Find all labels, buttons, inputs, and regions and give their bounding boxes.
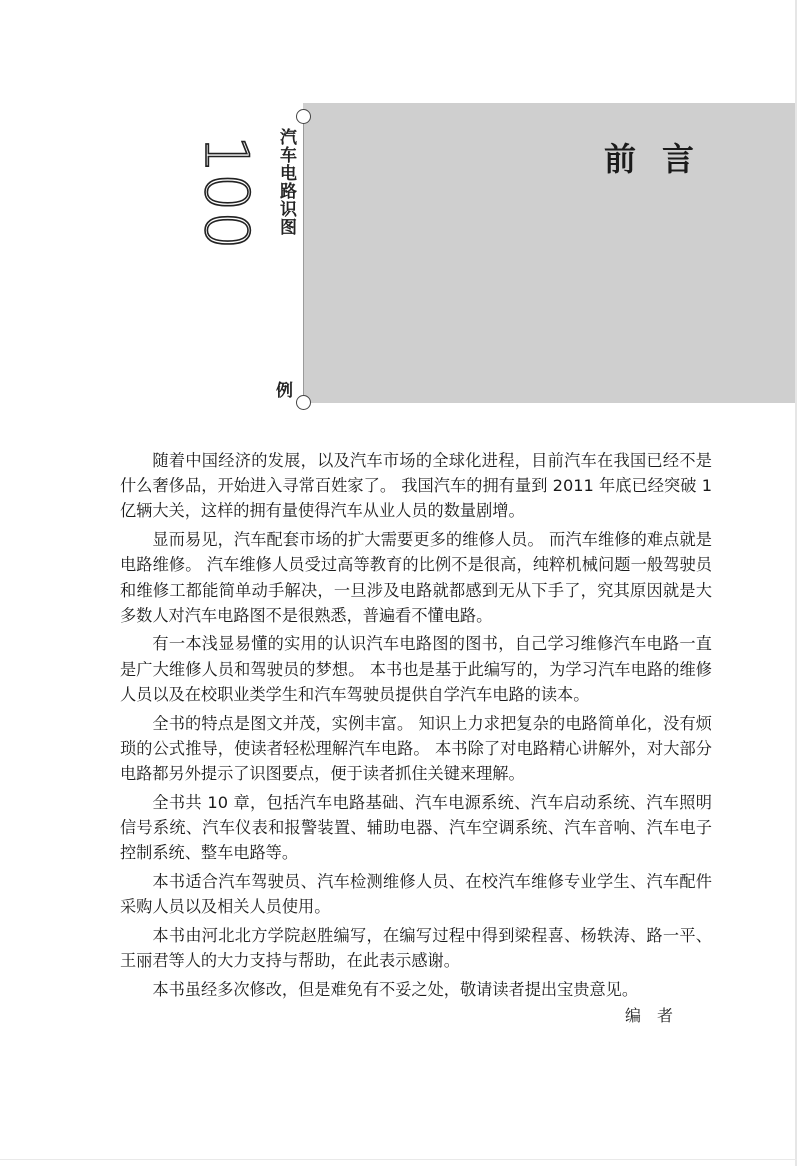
series-suffix: 例 <box>276 381 293 401</box>
paragraph-4: 全书的特点是图文并茂，实例丰富。 知识上力求把复杂的电路简单化，没有烦琐的公式推导，使读者轻松理解汽车电路。 本书除了对电路精心讲解外，对大部分电路都另外提示了识图要点，便于读者抓住关键来理解。 <box>120 713 712 783</box>
page-title: 前言 <box>604 140 721 178</box>
bottom-circle-ornament <box>296 395 311 410</box>
paragraph-3: 有一本浅显易懂的实用的认识汽车电路图的图书，自己学习维修汽车电路一直是广大维修人员和驾驶员的梦想。 本书也是基于此编写的，为学习汽车电路的维修人员以及在校职业类学生和汽车驾驶员提供自学汽车电路的读本。 <box>120 634 712 704</box>
page-edge-bottom <box>0 1159 797 1160</box>
series-number-text: 100 <box>191 135 261 250</box>
paragraph-7: 本书由河北北方学院赵胜编写，在编写过程中得到梁程喜、杨轶涛、路一平、王丽君等人的大力支持与帮助，在此表示感谢。 <box>120 925 712 970</box>
paragraph-5: 全书共 10 章，包括汽车电路基础、汽车电源系统、汽车启动系统、汽车照明信号系统、汽车仪表和报警装置、辅助电器、汽车空调系统、汽车音响、汽车电子控制系统、整车电路等。 <box>120 792 712 863</box>
paragraph-2: 显而易见，汽车配套市场的扩大需要更多的维修人员。 而汽车维修的难点就是电路维修。 汽车维修人员受过高等教育的比例不是很高，纯粹机械问题一般驾驶员和维修工都能简单动手解决，一旦涉及电路就都感到无从下手了，究其原因就是大多数人对汽车电路图不是很熟悉，普遍看不懂电路。 <box>120 530 712 625</box>
paragraph-8: 本书虽经多次修改，但是难免有不妥之处，敬请读者提出宝贵意见。 <box>152 979 639 999</box>
paragraph-6: 本书适合汽车驾驶员、汽车检测维修人员、在校汽车维修专业学生、汽车配件采购人员以及相关人员使用。 <box>120 871 712 916</box>
series-title: 汽车电路识图 <box>276 128 296 236</box>
paragraph-1: 随着中国经济的发展，以及汽车市场的全球化进程，目前汽车在我国已经不是什么奢侈品，开始进入寻常百姓家了。 我国汽车的拥有量到 2011 年底已经突破 1 亿辆大关，这样的拥有量使得汽车从业人员的数量剧增。 <box>120 451 712 521</box>
top-circle-ornament <box>296 109 311 124</box>
signature: 编者 <box>625 1006 690 1025</box>
header-banner <box>303 103 797 403</box>
preface-body <box>120 448 712 1005</box>
